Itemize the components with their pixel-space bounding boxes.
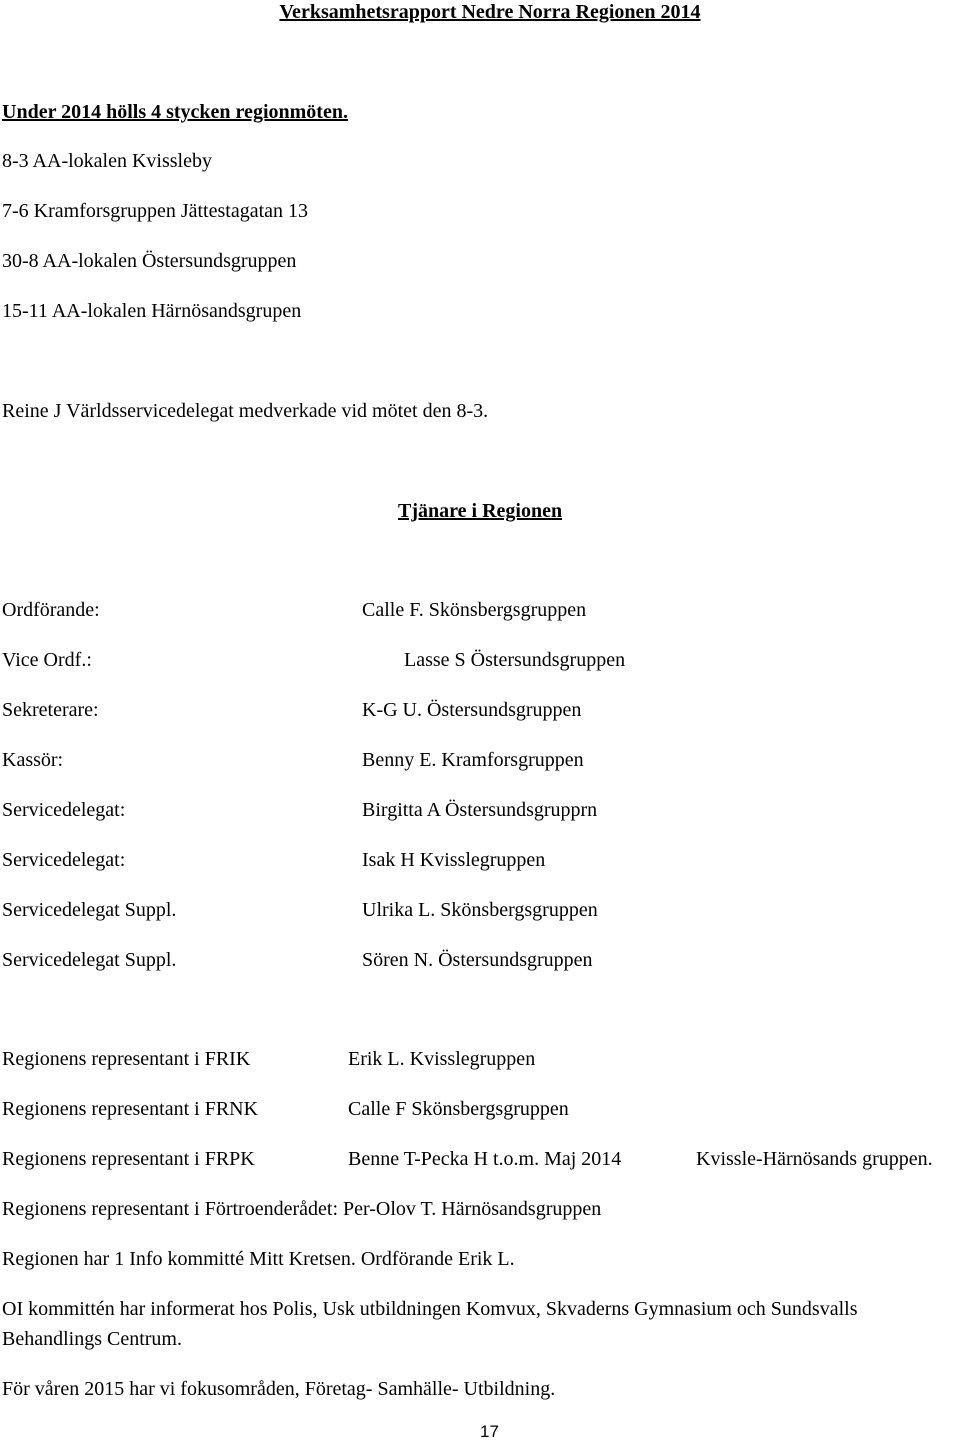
servant-role: Servicedelegat Suppl. bbox=[2, 949, 177, 971]
servant-role: Servicedelegat: bbox=[2, 799, 126, 821]
servant-name: K-G U. Östersundsgruppen bbox=[362, 699, 582, 721]
fortroende-representative: Regionens representant i Förtroenderådet: Per-Olov T. Härnösandsgruppen bbox=[2, 1198, 602, 1220]
servant-name: Calle F. Skönsbergsgruppen bbox=[362, 599, 587, 621]
report-title: Verksamhetsrapport Nedre Norra Regionen 2014 bbox=[279, 1, 701, 23]
meeting-item: 30-8 AA-lokalen Östersundsgruppen bbox=[2, 250, 297, 272]
meeting-item: 7-6 Kramforsgruppen Jättestagatan 13 bbox=[2, 200, 309, 222]
frpk-name: Benne T-Pecka H t.o.m. Maj 2014 bbox=[348, 1148, 622, 1170]
frnk-label: Regionens representant i FRNK bbox=[2, 1098, 259, 1120]
frnk-name: Calle F Skönsbergsgruppen bbox=[348, 1098, 569, 1120]
servant-role: Servicedelegat Suppl. bbox=[2, 899, 177, 921]
oi-committee-line-2: Behandlings Centrum. bbox=[2, 1328, 182, 1350]
servant-name: Sören N. Östersundsgruppen bbox=[362, 949, 593, 971]
info-committee: Regionen har 1 Info kommitté Mitt Kretsen. Ordförande Erik L. bbox=[2, 1248, 515, 1270]
servant-name: Isak H Kvisslegruppen bbox=[362, 849, 546, 871]
page-number: 17 bbox=[480, 1422, 499, 1441]
frpk-label: Regionens representant i FRPK bbox=[2, 1148, 255, 1170]
focus-areas: För våren 2015 har vi fokusområden, Företag- Samhälle- Utbildning. bbox=[2, 1378, 556, 1400]
frik-name: Erik L. Kvisslegruppen bbox=[348, 1048, 536, 1070]
servant-role: Kassör: bbox=[2, 749, 64, 771]
servant-name: Birgitta A Östersundsgrupprn bbox=[362, 799, 598, 821]
servant-role: Servicedelegat: bbox=[2, 849, 126, 871]
oi-committee-line-1: OI kommittén har informerat hos Polis, Usk utbildningen Komvux, Skvaderns Gymnasium och Sundsvalls bbox=[2, 1298, 858, 1320]
servant-name: Benny E. Kramforsgruppen bbox=[362, 749, 584, 771]
meetings-heading: Under 2014 hölls 4 stycken regionmöten. bbox=[2, 101, 348, 123]
servant-role: Ordförande: bbox=[2, 599, 100, 621]
servant-name: Lasse S Östersundsgruppen bbox=[404, 649, 626, 671]
meeting-item: 8-3 AA-lokalen Kvissleby bbox=[2, 150, 212, 172]
frpk-extra: Kvissle-Härnösands gruppen. bbox=[696, 1148, 933, 1170]
frik-label: Regionens representant i FRIK bbox=[2, 1048, 251, 1070]
servant-role: Vice Ordf.: bbox=[2, 649, 92, 671]
servant-name: Ulrika L. Skönsbergsgruppen bbox=[362, 899, 598, 921]
servant-role: Sekreterare: bbox=[2, 699, 99, 721]
meeting-item: 15-11 AA-lokalen Härnösandsgrupen bbox=[2, 300, 302, 322]
servants-heading: Tjänare i Regionen bbox=[398, 500, 563, 522]
world-service-note: Reine J Världsservicedelegat medverkade vid mötet den 8-3. bbox=[2, 400, 489, 422]
